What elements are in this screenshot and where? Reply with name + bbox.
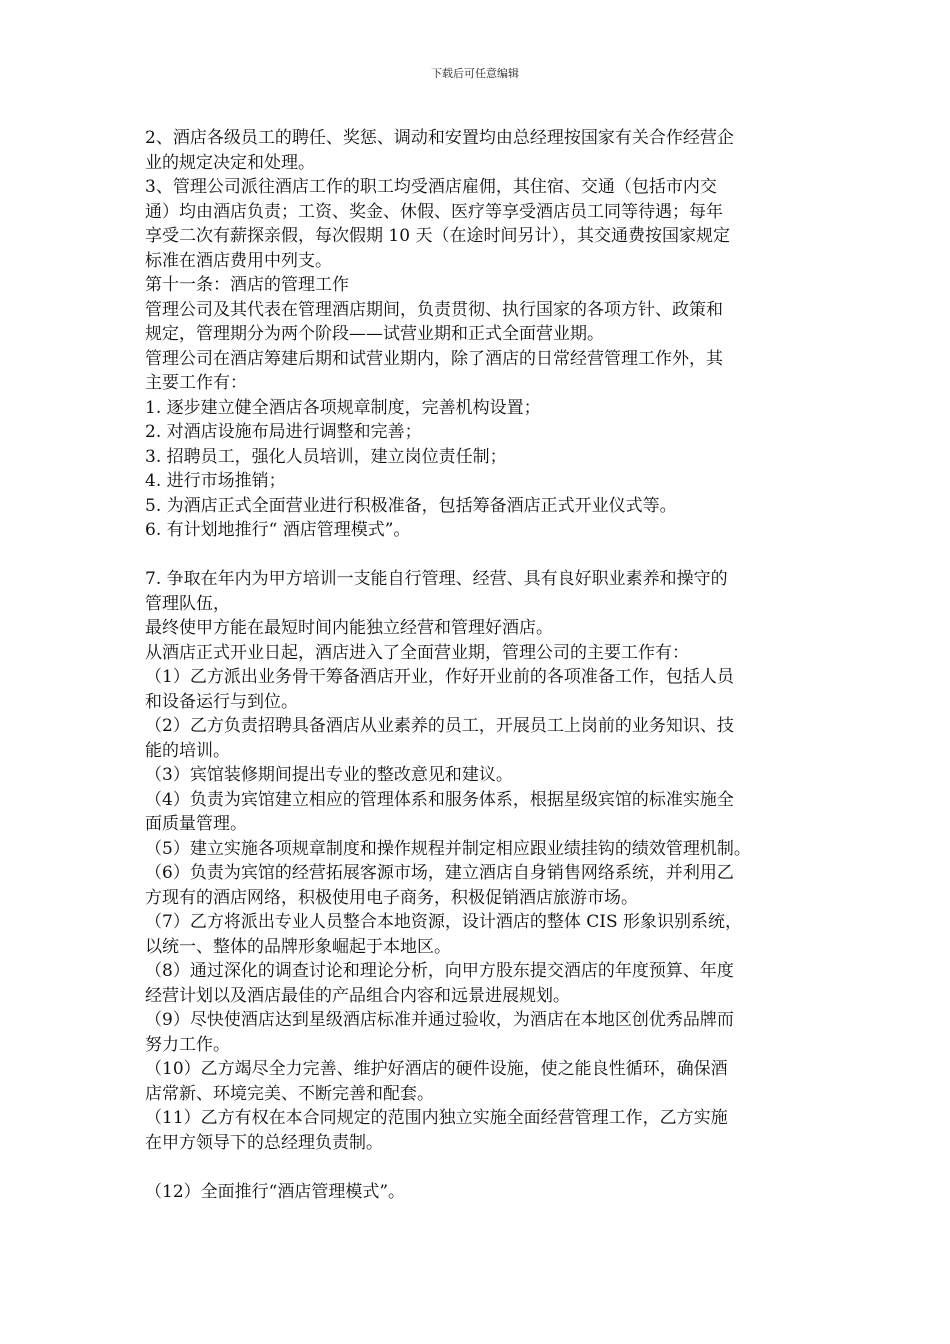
text-line: 5. 为酒店正式全面营业进行积极准备，包括筹备酒店正式开业仪式等。 xyxy=(145,495,677,516)
text-line: （3）宾馆装修期间提出专业的整改意见和建议。 xyxy=(145,765,513,785)
text-line: （4）负责为宾馆建立相应的管理体系和服务体系，根据星级宾馆的标准实施全 xyxy=(145,789,734,810)
blank-line xyxy=(145,543,815,568)
text-line: 第十一条：酒店的管理工作 xyxy=(145,275,349,295)
text-line: （11）乙方有权在本合同规定的范围内独立实施全面经营管理工作，乙方实施 xyxy=(145,1108,728,1128)
blank-line xyxy=(145,1155,815,1180)
text-line: 通）均由酒店负责；工资、奖金、休假、医疗等享受酒店员工同等待遇；每年 xyxy=(145,201,723,222)
text-line: （9）尽快使酒店达到星级酒店标准并通过验收，为酒店在本地区创优秀品牌而 xyxy=(145,1010,734,1030)
text-line: 店常新、环境完美、不断完善和配套。 xyxy=(145,1083,434,1104)
text-line: 面质量管理。 xyxy=(145,814,247,834)
document-body xyxy=(145,126,815,1204)
text-line: 3. 招聘员工，强化人员培训，建立岗位责任制； xyxy=(145,446,507,467)
text-line: 6. 有计划地推行“ 酒店管理模式”。 xyxy=(145,520,411,540)
text-line: 2. 对酒店设施布局进行调整和完善； xyxy=(145,422,422,442)
text-line: （6）负责为宾馆的经营拓展客源市场，建立酒店自身销售网络系统，并利用乙 xyxy=(145,863,734,883)
text-line: （2）乙方负责招聘具备酒店从业素养的员工，开展员工上岗前的业务知识、技 xyxy=(145,716,734,736)
text-line: （10）乙方竭尽全力完善、维护好酒店的硬件设施，使之能良性循环，确保酒 xyxy=(145,1059,728,1079)
text-line: 在甲方领导下的总经理负责制。 xyxy=(145,1132,383,1153)
text-line: 和设备运行与到位。 xyxy=(145,691,298,712)
text-line: 享受二次有薪探亲假，每次假期 10 天（在途时间另计），其交通费按国家规定 xyxy=(145,226,730,246)
page-header: 下载后可任意编辑 xyxy=(431,67,519,80)
text-line: 7. 争取在年内为甲方培训一支能自行管理、经营、具有良好职业素养和操守的 xyxy=(145,569,728,589)
text-line: （7）乙方将派出专业人员整合本地资源，设计酒店的整体 CIS 形象识别系统， xyxy=(145,912,742,932)
text-line: （5）建立实施各项规章制度和操作规程并制定相应跟业绩挂钩的绩效管理机制。 xyxy=(145,838,751,859)
text-line: 管理公司在酒店筹建后期和试营业期内，除了酒店的日常经营管理工作外，其 xyxy=(145,348,723,369)
text-line: （1）乙方派出业务骨干筹备酒店开业，作好开业前的各项准备工作，包括人员 xyxy=(145,667,734,687)
text-line: （12）全面推行“酒店管理模式”。 xyxy=(145,1181,406,1202)
text-line: 业的规定决定和处理。 xyxy=(145,152,315,173)
text-line: 经营计划以及酒店最佳的产品组合内容和远景进展规划。 xyxy=(145,985,570,1006)
text-line: （8）通过深化的调查讨论和理论分析，向甲方股东提交酒店的年度预算、年度 xyxy=(145,961,734,981)
text-line: 1. 逐步建立健全酒店各项规章制度，完善机构设置； xyxy=(145,397,541,418)
text-line: 4. 进行市场推销； xyxy=(145,471,286,491)
text-line: 努力工作。 xyxy=(145,1034,230,1055)
text-line: 能的培训。 xyxy=(145,740,230,761)
text-line: 主要工作有： xyxy=(145,373,247,393)
text-line: 从酒店正式开业日起，酒店进入了全面营业期，管理公司的主要工作有： xyxy=(145,642,689,663)
text-line: 标准在酒店费用中列支。 xyxy=(145,250,332,271)
text-line: 以统一、整体的品牌形象崛起于本地区。 xyxy=(145,936,451,957)
text-line: 方现有的酒店网络，积极使用电子商务，积极促销酒店旅游市场。 xyxy=(145,887,638,908)
text-line: 3、管理公司派往酒店工作的职工均受酒店雇佣，其住宿、交通（包括市内交 xyxy=(145,177,717,197)
text-line: 管理公司及其代表在管理酒店期间，负责贯彻、执行国家的各项方针、政策和 xyxy=(145,299,723,320)
text-line: 管理队伍， xyxy=(145,593,230,614)
text-line: 规定，管理期分为两个阶段——试营业期和正式全面营业期。 xyxy=(145,324,604,344)
text-line: 2、酒店各级员工的聘任、奖惩、调动和安置均由总经理按国家有关合作经营企 xyxy=(145,128,734,148)
text-line: 最终使甲方能在最短时间内能独立经营和管理好酒店。 xyxy=(145,618,553,638)
